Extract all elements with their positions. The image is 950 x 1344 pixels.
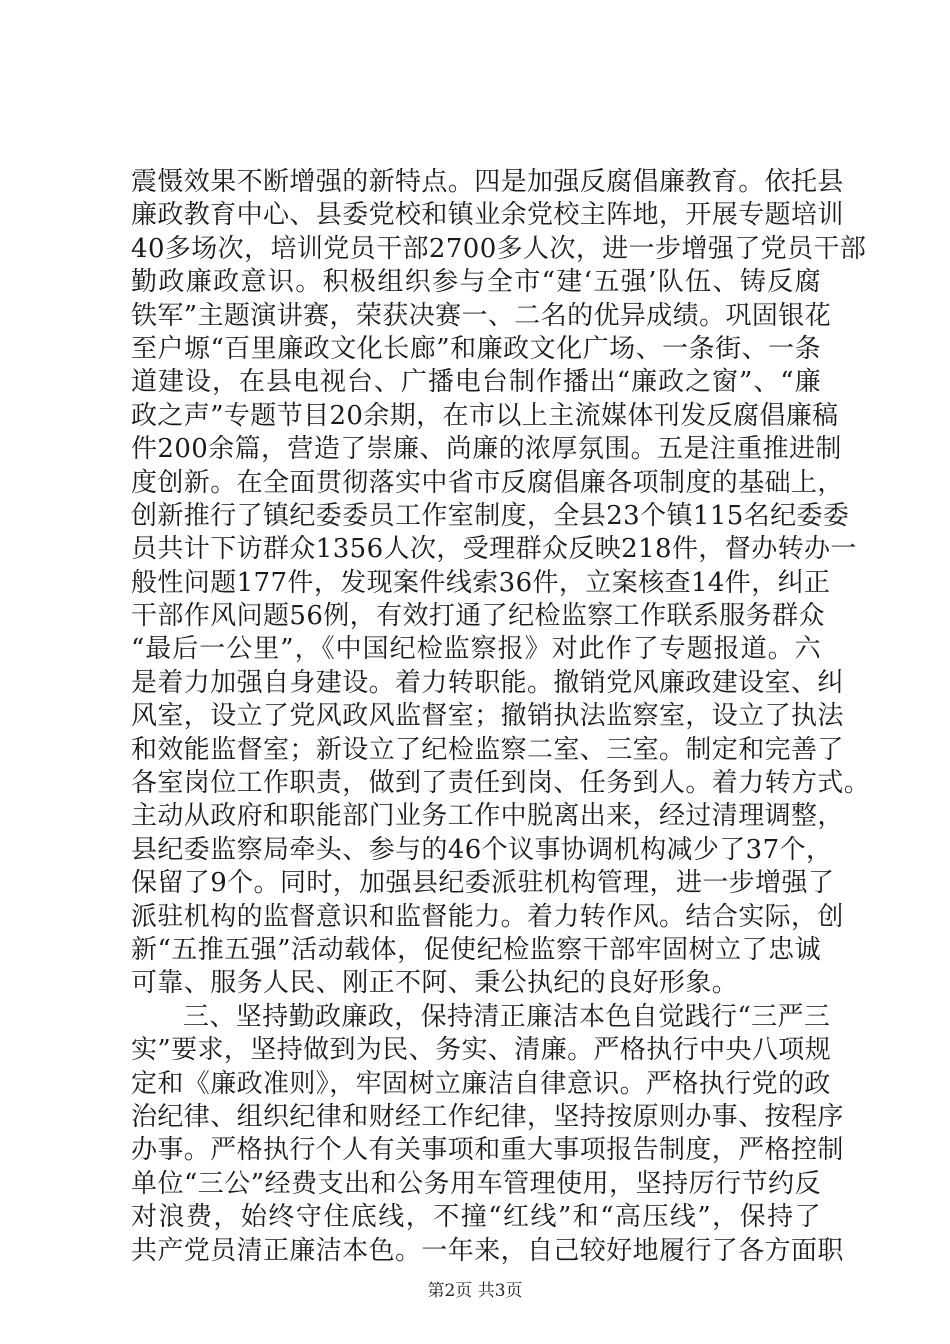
- text-line: 铁军”主题演讲赛，荣获决赛一、二名的优异成绩。巩固银花: [131, 300, 832, 331]
- text-line: 办事。严格执行个人有关事项和重大事项报告制度，严格控制: [131, 1135, 844, 1166]
- text-line: 治纪律、组织纪律和财经工作纪律，坚持按原则办事、按程序: [131, 1101, 844, 1132]
- document-body: [131, 166, 871, 1268]
- text-line: 单位“三公”经费支出和公务用车管理使用，坚持厉行节约反: [131, 1168, 821, 1199]
- text-line: 实”要求，坚持做到为民、务实、清廉。严格执行中央八项规: [131, 1035, 832, 1066]
- text-line: 可靠、服务人民、刚正不阿、秉公执纪的良好形象。: [131, 968, 739, 999]
- text-line: 主动从政府和职能部门业务工作中脱离出来，经过清理调整，: [131, 801, 844, 832]
- text-line: 道建设，在县电视台、广播电台制作播出“廉政之窗”、“廉: [131, 367, 821, 398]
- text-line: 风室，设立了党风政风监督室；撤销执法监察室，设立了执法: [131, 701, 844, 732]
- text-line: 县纪委监察局牵头、参与的46个议事协调机构减少了37个，: [131, 834, 833, 865]
- text-line: 新“五推五强”活动载体，促使纪检监察干部牢固树立了忠诚: [131, 934, 821, 965]
- text-line: 干部作风问题56例，有效打通了纪检监察工作联系服务群众: [131, 601, 825, 632]
- text-line: 般性问题177件，发现案件线索36件，立案核查14件，纠正: [131, 567, 831, 598]
- text-line: 对浪费，始终守住底线，不撞“红线”和“高压线”，保持了: [131, 1202, 821, 1233]
- text-line: 是着力加强自身建设。着力转职能。撤销党风廉政建设室、纠: [131, 667, 844, 698]
- text-line: 各室岗位工作职责，做到了责任到岗、任务到人。着力转方式。: [131, 768, 871, 799]
- text-line: 派驻机构的监督意识和监督能力。着力转作风。结合实际，创: [131, 901, 844, 932]
- text-line: 度创新。在全面贯彻落实中省市反腐倡廉各项制度的基础上，: [131, 467, 844, 498]
- text-line: 和效能监督室；新设立了纪检监察二室、三室。制定和完善了: [131, 734, 844, 765]
- text-line: 政之声”专题节目20余期，在市以上主流媒体刊发反腐倡廉稿: [131, 400, 839, 431]
- text-line: 共产党员清正廉洁本色。一年来，自己较好地履行了各方面职: [131, 1235, 844, 1266]
- text-line: 件200余篇，营造了崇廉、尚廉的浓厚氛围。五是注重推进制: [131, 434, 842, 465]
- text-line: 勤政廉政意识。积极组织参与全市“建‘五强’队伍、铸反腐: [131, 267, 821, 298]
- text-line: 至户塬“百里廉政文化长廊”和廉政文化广场、一条街、一条: [131, 333, 821, 364]
- text-line: 40多场次，培训党员干部2700多人次，进一步增强了党员干部: [131, 233, 867, 264]
- text-line: 震慑效果不断增强的新特点。四是加强反腐倡廉教育。依托县: [131, 167, 844, 197]
- text-line: 员共计下访群众1356人次，受理群众反映218件，督办转办一: [131, 534, 857, 565]
- text-line: 创新推行了镇纪委委员工作室制度，全县23个镇115名纪委委: [131, 500, 850, 531]
- text-line: 定和《廉政准则》，牢固树立廉洁自律意识。严格执行党的政: [131, 1068, 831, 1099]
- text-line: 保留了9个。同时，加强县纪委派驻机构管理，进一步增强了: [131, 868, 835, 899]
- text-line: 廉政教育中心、县委党校和镇业余党校主阵地，开展专题培训: [131, 200, 844, 231]
- text-line: “最后一公里”，《中国纪检监察报》对此作了专题报道。六: [131, 634, 821, 665]
- page-footer: 第2页 共3页: [427, 1281, 523, 1301]
- text-line: 三、坚持勤政廉政，保持清正廉洁本色自觉践行“三严三: [183, 1001, 831, 1032]
